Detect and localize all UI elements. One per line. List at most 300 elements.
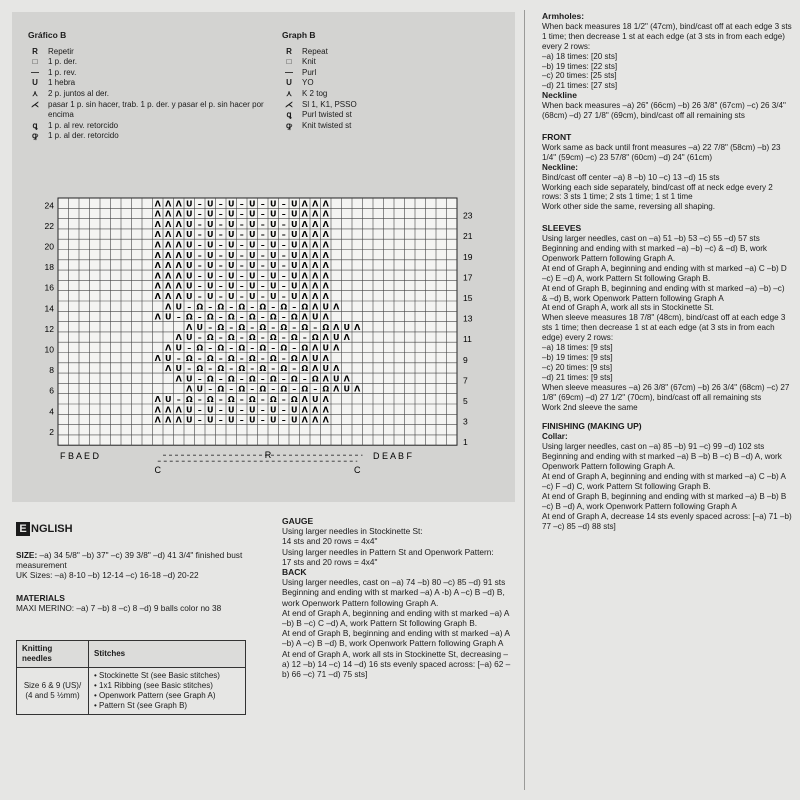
stitch-symbol-icon: Λ xyxy=(165,415,172,425)
stitch-symbol-icon: Λ xyxy=(154,230,161,240)
stitch-symbol-icon: Ω xyxy=(290,374,298,384)
stitch-symbol-icon: Ω xyxy=(301,343,309,353)
stitch-symbol-icon: U xyxy=(207,415,214,425)
stitch-symbol-icon: Λ xyxy=(175,240,182,250)
row-label: 10 xyxy=(44,344,54,355)
stitch-symbol-icon: – xyxy=(302,374,307,384)
row-label: 13 xyxy=(463,313,473,324)
stitch-symbol-icon: – xyxy=(208,322,213,332)
stitch-symbol-icon: – xyxy=(208,384,213,394)
stitch-symbol-icon: Ω xyxy=(217,343,225,353)
stitch-symbol-icon: – xyxy=(260,395,265,404)
stitch-symbol-icon: U xyxy=(175,302,182,312)
stitch-symbol-icon: U xyxy=(207,271,214,281)
legend-text: Knit xyxy=(302,57,316,67)
stitch-symbol-icon: Λ xyxy=(154,250,161,260)
stitch-symbol-icon: U xyxy=(186,199,193,209)
stitch-symbol-icon: – xyxy=(260,230,265,240)
stitch-symbol-icon: Λ xyxy=(322,415,329,425)
stitch-symbol-icon: – xyxy=(218,219,223,229)
legend-text: 1 p. al rev. retorcido xyxy=(48,120,119,130)
stitch-symbol-icon: Λ xyxy=(154,261,161,271)
stitch-symbol-icon: Λ xyxy=(175,281,182,291)
row-label: 7 xyxy=(463,375,468,386)
stitch-symbol-icon: – xyxy=(229,343,234,353)
stitch-symbol-icon: – xyxy=(250,343,255,353)
row-label: 22 xyxy=(44,220,54,231)
stitch-symbol-icon: Λ xyxy=(165,219,172,229)
stitch-symbol-icon: – xyxy=(260,261,265,271)
stitch-symbol-icon: Λ xyxy=(165,281,172,291)
stitch-symbol-icon: – xyxy=(197,219,202,229)
legend-symbol-icon: R xyxy=(32,46,38,56)
stitch-symbol-icon: Ω xyxy=(280,302,288,312)
stitch-symbol-icon: U xyxy=(228,405,235,415)
stitch-symbol-icon: – xyxy=(281,230,286,240)
stitch-symbol-icon: U xyxy=(207,281,214,291)
stitch-symbol-icon: – xyxy=(271,343,276,353)
stitch-symbol-icon: Ω xyxy=(206,333,214,343)
legend-text: 1 p. al der. retorcido xyxy=(48,131,119,141)
stitch-symbol-icon: U xyxy=(207,199,214,209)
stitch-symbol-icon: – xyxy=(239,230,244,240)
stitch-symbol-icon: – xyxy=(197,312,202,322)
legend-symbol-icon: ⋌ xyxy=(285,99,293,109)
stitch-symbol-icon: U xyxy=(312,395,319,404)
stitch-symbol-icon: – xyxy=(302,333,307,343)
stitch-symbol-icon: U xyxy=(228,219,235,229)
sleeves-text: At end of Graph A, work all sts in Stockinette St. xyxy=(542,303,714,313)
gauge-text: 17 sts and 20 rows = 4x4" xyxy=(282,556,378,567)
stitch-symbol-icon: Λ xyxy=(186,384,193,394)
stitch-symbol-icon: Λ xyxy=(301,312,308,322)
stitch-symbol-icon: Ω xyxy=(301,384,309,394)
stitch-symbol-icon: Λ xyxy=(165,230,172,240)
legend-symbol-icon: R xyxy=(286,46,292,56)
legend-text: Knit twisted st xyxy=(302,120,352,130)
stitch-item: • Openwork Pattern (see Graph A) xyxy=(94,691,240,701)
row-label: 4 xyxy=(49,406,54,417)
stitch-symbol-icon: Λ xyxy=(154,292,161,301)
stitch-symbol-icon: U xyxy=(249,250,256,260)
finishing-text: Using larger needles, cast on –a) 85 –b) 91 –c) 99 –d) 102 sts xyxy=(542,442,765,452)
stitch-symbol-icon: U xyxy=(249,209,256,219)
stitch-symbol-icon: Ω xyxy=(206,374,214,384)
stitch-symbol-icon: – xyxy=(197,250,202,260)
stitch-symbol-icon: – xyxy=(218,395,223,404)
legend-row xyxy=(28,57,278,68)
legend-text: 1 p. rev. xyxy=(48,67,77,77)
stitch-symbol-icon: Ω xyxy=(322,322,330,332)
stitch-symbol-icon: U xyxy=(291,271,298,281)
stitch-symbol-icon: Λ xyxy=(312,292,319,301)
stitch-symbol-icon: – xyxy=(250,384,255,394)
legend-row xyxy=(282,57,502,68)
row-label: 2 xyxy=(49,426,54,437)
materials-title: MATERIALS xyxy=(16,592,65,603)
stitch-symbol-icon: U xyxy=(270,199,277,209)
stitch-symbol-icon: – xyxy=(197,230,202,240)
stitch-symbol-icon: Ω xyxy=(196,364,204,374)
finishing-text: At end of Graph A, beginning and ending with st marked –a) C –b) A –c) F –d) C, work Pattern St following Graph B. xyxy=(542,471,786,491)
legend-symbol-icon: U xyxy=(286,78,292,88)
stitch-symbol-icon: Ω xyxy=(311,374,319,384)
stitch-symbol-icon: Λ xyxy=(322,281,329,291)
stitch-symbol-icon: – xyxy=(187,364,192,374)
back-text: At end of Graph A, work all sts in Stockinette St, decreasing –a) 12 –b) 14 –c) 14 –d) 16 sts evenly spaced across: [–a) 62 –b) 66 –c) 71 –d) 75 sts] xyxy=(282,648,511,680)
stitch-symbol-icon: – xyxy=(260,240,265,250)
stitch-symbol-icon: – xyxy=(176,353,181,363)
stitch-symbol-icon: – xyxy=(218,209,223,219)
stitch-symbol-icon: – xyxy=(313,322,318,332)
english-letter: E xyxy=(16,522,30,536)
stitch-symbol-icon: – xyxy=(197,199,202,209)
stitch-symbol-icon: Λ xyxy=(165,261,172,271)
stitch-symbol-icon: Ω xyxy=(248,333,256,343)
stitch-symbol-icon: – xyxy=(218,292,223,301)
row-label: 23 xyxy=(463,210,473,221)
stitch-symbol-icon: – xyxy=(281,405,286,415)
stitch-symbol-icon: – xyxy=(260,353,265,363)
stitch-symbol-icon: U xyxy=(249,240,256,250)
stitch-symbol-icon: Ω xyxy=(322,384,330,394)
stitch-symbol-icon: Λ xyxy=(301,292,308,301)
stitch-symbol-icon: U xyxy=(175,343,182,353)
legend-es-title: Gráfico B xyxy=(28,30,67,40)
legend-row xyxy=(282,68,502,79)
stitch-symbol-icon: U xyxy=(322,364,329,374)
stitch-symbol-icon: – xyxy=(239,261,244,271)
stitch-symbol-icon: Ω xyxy=(280,364,288,374)
stitch-symbol-icon: Λ xyxy=(165,240,172,250)
stitch-symbol-icon: U xyxy=(249,219,256,229)
sleeves-text: Work 2nd sleeve the same xyxy=(542,402,638,412)
stitch-symbol-icon: U xyxy=(291,199,298,209)
stitch-symbol-icon: – xyxy=(281,281,286,291)
stitch-symbol-icon: U xyxy=(333,333,340,343)
stitch-symbol-icon: U xyxy=(228,209,235,219)
legend-symbol-icon: □ xyxy=(286,57,292,67)
stitch-symbol-icon: Ω xyxy=(227,374,235,384)
stitch-symbol-icon: – xyxy=(229,384,234,394)
front-text: Work same as back until front measures –a) 22 7/8" (58cm) –b) 23 1/4" (59cm) –c) 23 57/8" (60cm) –d) 24" (61cm) xyxy=(542,142,781,162)
stitch-symbol-icon: – xyxy=(271,322,276,332)
row-label: 24 xyxy=(44,200,54,211)
needle-size: Size 6 & 9 (US)/ (4 and 5 ½mm) xyxy=(17,668,89,715)
row-label: 1 xyxy=(463,437,468,448)
stitch-symbol-icon: Λ xyxy=(312,209,319,219)
sleeves-text: At end of Graph A, beginning and ending with st marked –a) C –b) D –c) E –d) A, work Pattern St following Graph B. xyxy=(542,263,787,283)
stitch-symbol-icon: Λ xyxy=(312,230,319,240)
armholes-list-item: –d) 21 times: [27 sts] xyxy=(542,81,618,91)
stitch-symbol-icon: U xyxy=(228,292,235,301)
stitch-symbol-icon: – xyxy=(218,281,223,291)
stitch-symbol-icon: U xyxy=(270,230,277,240)
legend-text: 1 p. der. xyxy=(48,57,77,67)
stitch-symbol-icon: U xyxy=(249,230,256,240)
stitch-symbol-icon: U xyxy=(312,353,319,363)
row-label: 12 xyxy=(44,323,54,334)
legend-text: K 2 tog xyxy=(302,88,328,98)
stitch-symbol-icon: U xyxy=(291,240,298,250)
stitch-symbol-icon: U xyxy=(186,333,193,343)
stitch-symbol-icon: Ω xyxy=(290,333,298,343)
stitch-symbol-icon: – xyxy=(271,302,276,312)
bottom-marker-labels: F B A E D xyxy=(60,451,100,462)
stitch-symbol-icon: – xyxy=(271,364,276,374)
stitch-symbol-icon: Λ xyxy=(165,209,172,219)
stitch-symbol-icon: U xyxy=(207,261,214,271)
stitch-symbol-icon: Λ xyxy=(301,281,308,291)
stitch-symbol-icon: Λ xyxy=(154,271,161,281)
stitch-symbol-icon: U xyxy=(207,230,214,240)
legend-symbol-icon: U xyxy=(32,78,38,88)
needles-table xyxy=(16,640,246,715)
stitch-symbol-icon: Ω xyxy=(206,353,214,363)
stitch-symbol-icon: – xyxy=(260,374,265,384)
legend-row xyxy=(282,47,502,58)
back-text: Beginning and ending with st marked –a) A -b) A –c) B –d) B, work Openwork Pattern following Graph A. xyxy=(282,587,505,608)
stitch-symbol-icon: Λ xyxy=(165,271,172,281)
stitch-symbol-icon: – xyxy=(218,374,223,384)
stitch-symbol-icon: Ω xyxy=(269,333,277,343)
row-label: 19 xyxy=(463,251,473,262)
legend-row xyxy=(282,78,502,89)
row-label: 6 xyxy=(49,385,54,396)
stitch-symbol-icon: – xyxy=(292,322,297,332)
stitch-symbol-icon: Ω xyxy=(238,384,246,394)
stitch-symbol-icon: – xyxy=(239,250,244,260)
stitch-symbol-icon: Ω xyxy=(259,322,267,332)
stitch-symbol-icon: – xyxy=(197,261,202,271)
front-neck-text: Bind/cast off center –a) 8 –b) 10 –c) 13 –d) 15 sts xyxy=(542,172,720,182)
stitch-symbol-icon: U xyxy=(291,405,298,415)
stitch-symbol-icon: U xyxy=(165,312,172,322)
c-label: C xyxy=(154,465,161,476)
stitch-symbol-icon: – xyxy=(239,209,244,219)
stitch-symbol-icon: – xyxy=(281,250,286,260)
stitch-symbol-icon: U xyxy=(207,209,214,219)
row-label: 18 xyxy=(44,262,54,273)
legend-symbol-icon: ⋏ xyxy=(286,88,292,98)
stitch-symbol-icon: Λ xyxy=(301,415,308,425)
materials-text: MAXI MERINO: –a) 7 –b) 8 –c) 8 –d) 9 balls color no 38 xyxy=(16,602,222,613)
stitch-symbol-icon: U xyxy=(228,250,235,260)
legend-text: 1 hebra xyxy=(48,78,76,88)
stitch-symbol-icon: – xyxy=(281,395,286,404)
stitch-symbol-icon: – xyxy=(218,353,223,363)
stitch-symbol-icon: U xyxy=(228,240,235,250)
legend-text: Repetir xyxy=(48,46,74,56)
stitch-symbol-icon: – xyxy=(197,333,202,343)
stitch-symbol-icon: U xyxy=(186,240,193,250)
stitch-symbol-icon: Λ xyxy=(165,405,172,415)
stitch-symbol-icon: – xyxy=(197,271,202,281)
stitch-symbol-icon: U xyxy=(207,219,214,229)
stitch-symbol-icon: Λ xyxy=(165,343,172,353)
legend-en-title: Graph B xyxy=(282,30,316,40)
stitch-symbol-icon: Λ xyxy=(175,250,182,260)
stitch-symbol-icon: Λ xyxy=(301,261,308,271)
stitch-symbol-icon: Λ xyxy=(301,209,308,219)
stitch-symbol-icon: – xyxy=(239,271,244,281)
stitch-symbol-icon: Ω xyxy=(227,353,235,363)
stitch-symbol-icon: – xyxy=(218,199,223,209)
right-column xyxy=(542,12,792,531)
stitch-symbol-icon: – xyxy=(218,230,223,240)
legend-row xyxy=(28,89,278,100)
stitch-symbol-icon: Ω xyxy=(280,322,288,332)
legend-row xyxy=(28,131,278,142)
stitch-symbol-icon: Ω xyxy=(227,395,235,404)
stitch-symbol-icon: Ω xyxy=(259,384,267,394)
stitch-symbol-icon: – xyxy=(197,209,202,219)
stitch-symbol-icon: – xyxy=(271,384,276,394)
stitch-symbol-icon: U xyxy=(228,199,235,209)
row-label: 11 xyxy=(463,334,472,345)
stitch-symbol-icon: U xyxy=(228,230,235,240)
stitch-symbol-icon: Ω xyxy=(248,312,256,322)
gauge-title: GAUGE xyxy=(282,516,314,526)
stitch-symbol-icon: U xyxy=(186,405,193,415)
stitch-symbol-icon: – xyxy=(176,395,181,404)
column-divider xyxy=(524,10,525,790)
legend-row xyxy=(282,110,502,121)
stitch-symbol-icon: Λ xyxy=(322,219,329,229)
stitch-symbol-icon: – xyxy=(292,364,297,374)
stitch-symbol-icon: U xyxy=(270,405,277,415)
row-label: 5 xyxy=(463,396,468,406)
row-label: 20 xyxy=(44,241,54,252)
stitch-symbol-icon: Λ xyxy=(333,322,340,332)
row-label: 17 xyxy=(463,272,473,283)
back-text: Using larger needles, cast on –a) 74 –b) 80 –c) 85 –d) 91 sts xyxy=(282,577,506,588)
stitch-symbol-icon: – xyxy=(281,333,286,343)
front-neck-text: Working each side separately, bind/cast off at neck edge every 2 rows: 3 sts 1 time; 2 sts 1 time; 1 st 1 time xyxy=(542,182,773,202)
stitch-symbol-icon: – xyxy=(197,281,202,291)
legend-text: Sl 1, K1, PSSO xyxy=(302,99,357,109)
bottom-marker-labels: D E A B F xyxy=(373,451,413,462)
stitch-symbol-icon: Λ xyxy=(312,199,319,209)
stitch-symbol-icon: – xyxy=(239,333,244,343)
sleeves-list-item: –c) 20 times: [9 sts] xyxy=(542,362,613,372)
stitch-symbol-icon: – xyxy=(281,312,286,322)
stitch-symbol-icon: Λ xyxy=(175,271,182,281)
stitch-symbol-icon: Λ xyxy=(312,240,319,250)
stitch-symbol-icon: Λ xyxy=(154,415,161,425)
stitch-symbol-icon: Λ xyxy=(301,271,308,281)
stitch-symbol-icon: Λ xyxy=(301,219,308,229)
stitch-symbol-icon: Λ xyxy=(312,415,319,425)
stitch-symbol-icon: U xyxy=(186,271,193,281)
graph-b-chart xyxy=(38,194,514,484)
stitch-symbol-icon: – xyxy=(250,302,255,312)
stitch-symbol-icon: – xyxy=(218,333,223,343)
stitch-symbol-icon: U xyxy=(270,209,277,219)
stitch-symbol-icon: – xyxy=(281,271,286,281)
stitch-symbol-icon: U xyxy=(270,292,277,301)
stitch-symbol-icon: – xyxy=(218,250,223,260)
stitch-symbol-icon: Λ xyxy=(154,353,161,363)
finishing-text: Beginning and ending with st marked –a) B –b) B –c) B –d) A, work Openwork Pattern following Graph A. xyxy=(542,452,782,472)
row-label: 14 xyxy=(44,303,54,314)
stitch-symbol-icon: – xyxy=(292,343,297,353)
stitch-symbol-icon: Ω xyxy=(227,333,235,343)
stitch-symbol-icon: – xyxy=(292,302,297,312)
stitch-symbol-icon: – xyxy=(197,240,202,250)
stitch-symbol-icon: Ω xyxy=(290,353,298,363)
stitch-symbol-icon: Ω xyxy=(301,322,309,332)
legend-symbol-icon: ꝙ xyxy=(285,120,292,130)
stitch-symbol-icon: U xyxy=(175,364,182,374)
stitch-symbol-icon: Λ xyxy=(165,292,172,301)
stitch-symbol-icon: U xyxy=(270,240,277,250)
stitch-symbol-icon: U xyxy=(249,415,256,425)
stitch-symbol-icon: – xyxy=(197,353,202,363)
stitch-symbol-icon: U xyxy=(270,219,277,229)
legend-symbol-icon: — xyxy=(31,67,39,77)
stitch-symbol-icon: Λ xyxy=(175,230,182,240)
sleeves-list-item: –a) 18 times: [9 sts] xyxy=(542,343,613,353)
stitch-symbol-icon: – xyxy=(260,415,265,425)
stitch-symbol-icon: Λ xyxy=(175,415,182,425)
stitch-symbol-icon: – xyxy=(208,302,213,312)
row-label: 9 xyxy=(463,354,468,365)
legend-text: Purl twisted st xyxy=(302,110,352,120)
stitch-symbol-icon: Λ xyxy=(312,261,319,271)
stitch-symbol-icon: Ω xyxy=(185,395,193,404)
stitch-symbol-icon: Ω xyxy=(259,302,267,312)
stitch-symbol-icon: Λ xyxy=(333,302,340,312)
sleeves-text: Beginning and ending with st marked –a) –b) –c) & –d) B, work Openwork Pattern following Graph A. xyxy=(542,244,767,263)
stitch-symbol-icon: Λ xyxy=(154,199,161,209)
stitch-symbol-icon: – xyxy=(292,384,297,394)
stitch-symbol-icon: Ω xyxy=(196,302,204,312)
stitch-symbol-icon: U xyxy=(249,292,256,301)
stitch-symbol-icon: U xyxy=(291,261,298,271)
english-rest: NGLISH xyxy=(31,523,73,535)
stitch-symbol-icon: U xyxy=(291,250,298,260)
stitch-symbol-icon: Ω xyxy=(217,364,225,374)
stitch-symbol-icon: Λ xyxy=(175,405,182,415)
stitch-symbol-icon: – xyxy=(260,333,265,343)
stitch-symbol-icon: U xyxy=(249,199,256,209)
legend-english xyxy=(282,30,502,131)
stitch-symbol-icon: – xyxy=(208,343,213,353)
stitch-symbol-icon: – xyxy=(187,343,192,353)
stitch-symbol-icon: – xyxy=(260,209,265,219)
stitch-symbol-icon: – xyxy=(197,405,202,415)
legend-row xyxy=(28,68,278,79)
stitch-symbol-icon: U xyxy=(165,353,172,363)
stitch-symbol-icon: Ω xyxy=(217,384,225,394)
stitch-symbol-icon: Λ xyxy=(186,322,193,332)
stitch-item: • Stockinette St (see Basic stitches) xyxy=(94,671,240,681)
stitch-symbol-icon: U xyxy=(291,281,298,291)
stitch-symbol-icon: Λ xyxy=(301,199,308,209)
stitch-symbol-icon: U xyxy=(186,219,193,229)
stitches-header: Stitches xyxy=(89,641,246,668)
row-label: 3 xyxy=(463,416,468,427)
stitch-symbol-icon: Ω xyxy=(269,374,277,384)
stitch-symbol-icon: Λ xyxy=(175,374,182,384)
stitch-symbol-icon: U xyxy=(228,271,235,281)
stitch-symbol-icon: Λ xyxy=(154,240,161,250)
stitch-symbol-icon: U xyxy=(249,261,256,271)
stitch-symbol-icon: Λ xyxy=(154,219,161,229)
stitch-symbol-icon: Ω xyxy=(206,312,214,322)
stitch-symbol-icon: – xyxy=(239,405,244,415)
